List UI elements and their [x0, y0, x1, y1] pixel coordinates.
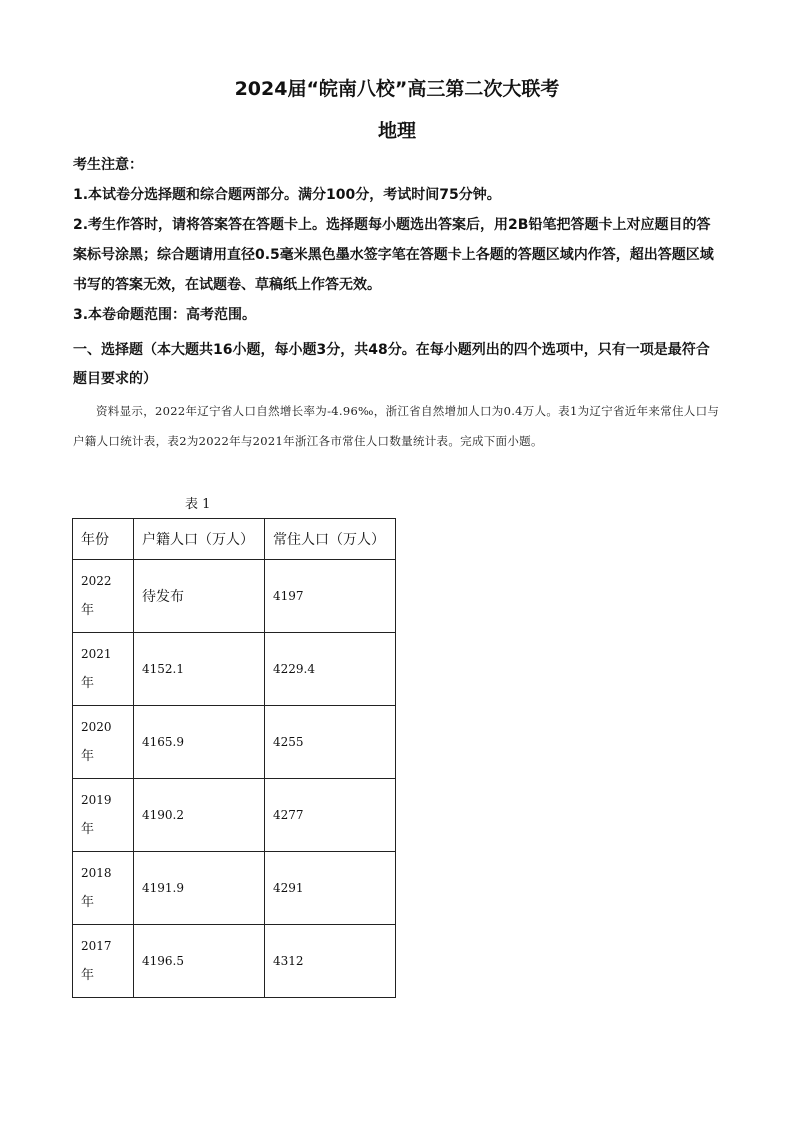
year-cell: 2018 年: [73, 852, 134, 925]
table-row: [73, 560, 396, 633]
header-year: 年份: [73, 519, 134, 560]
population-table: [72, 518, 396, 998]
table-row: [73, 852, 396, 925]
table-row: [73, 779, 396, 852]
candidate-notes: [73, 150, 723, 330]
table-row: [73, 633, 396, 706]
header-registered-population: 户籍人口（万人）: [134, 519, 265, 560]
registered-population-cell: 待发布: [134, 560, 265, 633]
resident-population-cell: 4255: [265, 706, 396, 779]
notes-heading: 考生注意：: [73, 157, 143, 173]
resident-population-cell: 4277: [265, 779, 396, 852]
table-row: [73, 706, 396, 779]
subject-title: 地理: [377, 120, 416, 142]
material-paragraph: 资料显示，2022年辽宁省人口自然增长率为-4.96‰，浙江省自然增加人口为0.4万人。表1为辽宁省近年来常住人口与户籍人口统计表，表2为2022年与2021年浙江各市常住人口数量统计表。完成下面小题。: [73, 404, 720, 448]
resident-population-cell: 4197: [265, 560, 396, 633]
registered-population-cell: 4165.9: [134, 706, 265, 779]
notes-item-1: 1.本试卷分选择题和综合题两部分。满分100分，考试时间75分钟。: [73, 187, 501, 203]
resident-population-cell: 4312: [265, 925, 396, 998]
resident-population-cell: 4291: [265, 852, 396, 925]
registered-population-cell: 4190.2: [134, 779, 265, 852]
header-resident-population: 常住人口（万人）: [265, 519, 396, 560]
registered-population-cell: 4196.5: [134, 925, 265, 998]
exam-title: 2024届“皖南八校”高三第二次大联考: [234, 78, 560, 100]
year-cell: 2019 年: [73, 779, 134, 852]
year-cell: 2021 年: [73, 633, 134, 706]
resident-population-cell: 4229.4: [265, 633, 396, 706]
year-cell: 2017 年: [73, 925, 134, 998]
notes-item-3: 3.本卷命题范围：高考范围。: [73, 307, 257, 323]
registered-population-cell: 4191.9: [134, 852, 265, 925]
table-row: [73, 925, 396, 998]
registered-population-cell: 4152.1: [134, 633, 265, 706]
table-caption: 表 1: [185, 497, 211, 512]
year-cell: 2020 年: [73, 706, 134, 779]
section-heading: 一、选择题（本大题共16小题，每小题3分，共48分。在每小题列出的四个选项中，只有一项是最符合题目要求的）: [73, 342, 710, 387]
notes-item-2: 2.考生作答时，请将答案答在答题卡上。选择题每小题选出答案后，用2B铅笔把答题卡上对应题目的答案标号涂黑；综合题请用直径0.5毫米黑色墨水签字笔在答题卡上各题的答题区域内作答，超出答题区域书写的答案无效，在试题卷、草稿纸上作答无效。: [73, 217, 714, 293]
table-header-row: [73, 519, 396, 560]
year-cell: 2022 年: [73, 560, 134, 633]
